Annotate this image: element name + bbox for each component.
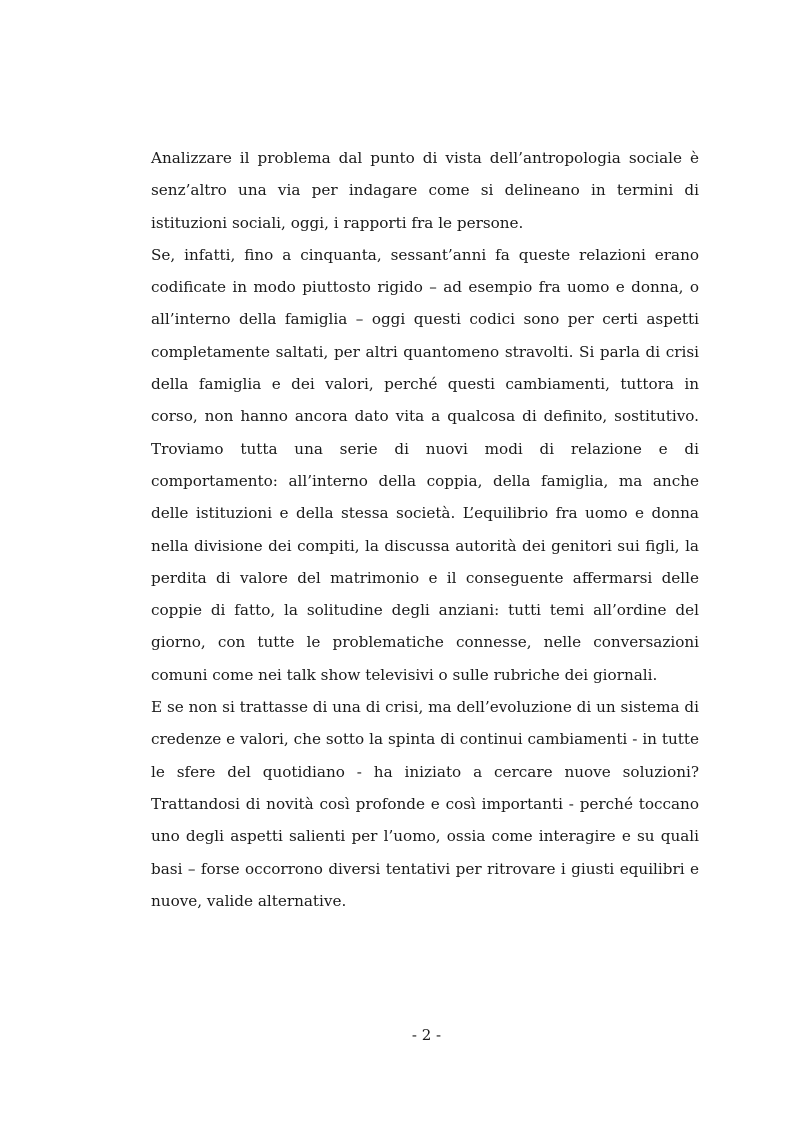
paragraph-1: Analizzare il problema dal punto di vista dell’antropologia sociale è senz’altro una via per indagare come si delineano in termini di istituzioni sociali, oggi, i rapporti fra le persone. [151, 149, 699, 232]
body-text [151, 142, 699, 917]
paragraph-2: Se, infatti, fino a cinquanta, sessant’anni fa queste relazioni erano codificate in modo piuttosto rigido – ad esempio fra uomo e donna, o all’interno della famiglia – oggi questi codici sono per certi aspetti completamente saltati, per altri quantomeno stravolti. Si parla di crisi della famiglia e dei valori, perché questi cambiamenti, tuttora in corso, non hanno ancora dato vita a qualcosa di definito, sostitutivo. Troviamo tutta una serie di nuovi modi di relazione e di comportamento: all’interno della coppia, della famiglia, ma anche delle istituzioni e della stessa società. L’equilibrio fra uomo e donna nella divisione dei compiti, la discussa autorità dei genitori sui figli, la perdita di valore del matrimonio e il conseguente affermarsi delle coppie di fatto, la solitudine degli anziani: tutti temi all’ordine del giorno, con tutte le problematiche connesse, nelle conversazioni comuni come nei talk show televisivi o sulle rubriche dei giornali. [151, 245, 699, 684]
page-number: - 2 - [411, 1026, 442, 1044]
paragraph-3: E se non si trattasse di una di crisi, ma dell’evoluzione di un sistema di credenze e valori, che sotto la spinta di continui cambiamenti - in tutte le sfere del quotidiano - ha iniziato a cercare nuove soluzioni? Trattandosi di novità così profonde e così importanti - perché toccano uno degli aspetti salienti per l’uomo, ossia come interagire e su quali basi – forse occorrono diversi tentativi per ritrovare i giusti equilibri e nuove, valide alternative. [151, 698, 699, 910]
